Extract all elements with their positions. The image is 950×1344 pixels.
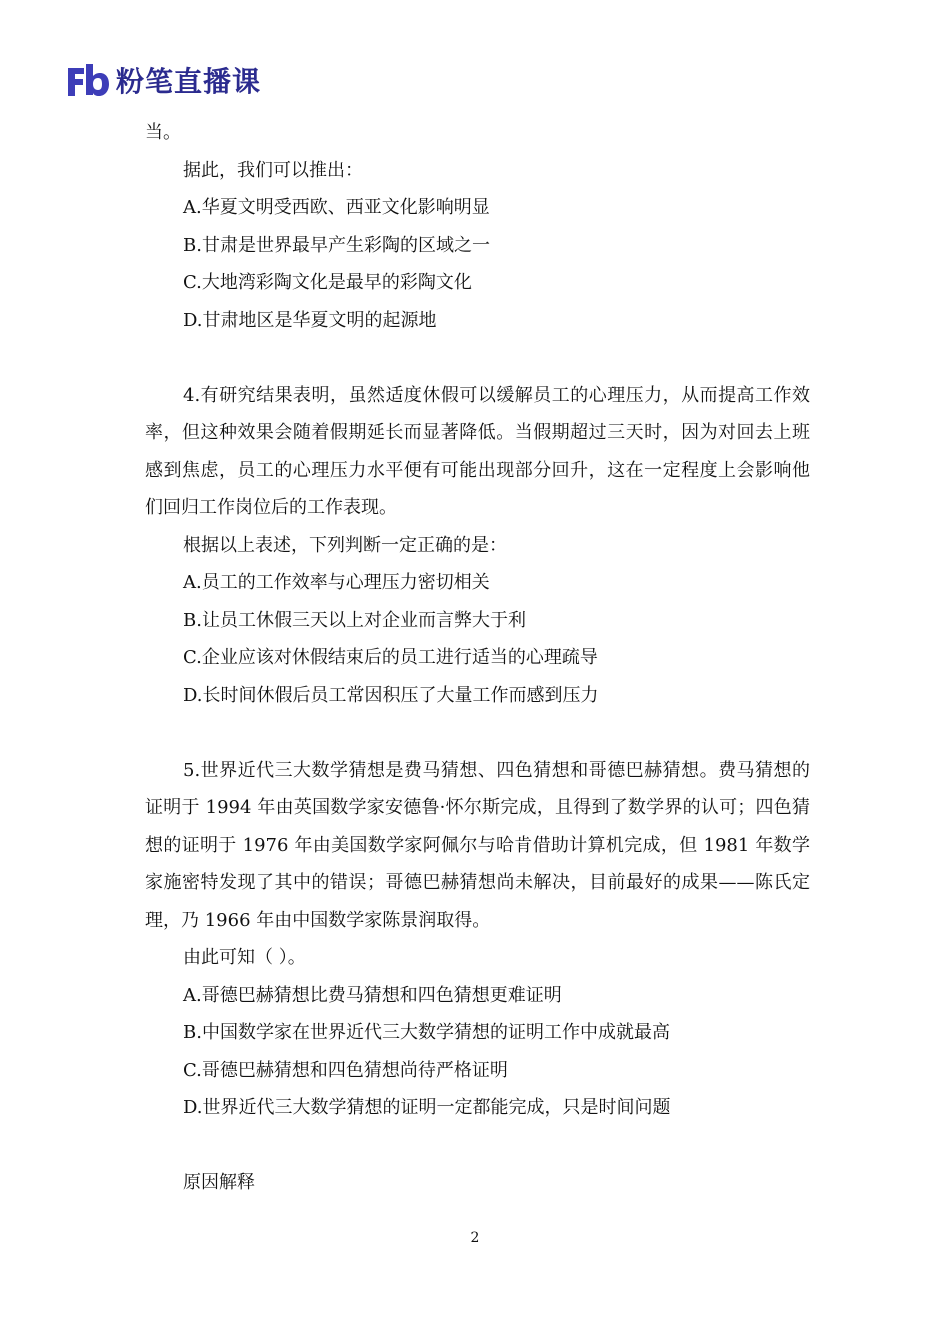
fb-logo-icon <box>66 60 110 100</box>
q3-option-d: D.甘肃地区是华夏文明的起源地 <box>183 309 437 331</box>
q4-stem: 4.有研究结果表明，虽然适度休假可以缓解员工的心理压力，从而提高工作效率，但这种效果会随着假期延长而显著降低。当假期超过三天时，因为对回去上班感到焦虑，员工的心理压力水平便有可能出现部分回升，这在一定程度上会影响他们回归工作岗位后的工作表现。 <box>145 384 810 518</box>
q3-stem-tail: 据此，我们可以推出： <box>183 159 363 181</box>
q4-option-c: C.企业应该对休假结束后的员工进行适当的心理疏导 <box>183 647 598 668</box>
spacer <box>145 1127 810 1165</box>
q4-option-b: B.让员工休假三天以上对企业而言弊大于利 <box>183 609 526 631</box>
q5-stem: 5.世界近代三大数学猜想是费马猜想、四色猜想和哥德巴赫猜想。费马猜想的证明于 1994 年由英国数学家安德鲁·怀尔斯完成，且得到了数学界的认可；四色猜想的证明于 1976 年由美国数学家阿佩尔与哈肯借助计算机完成，但 1981 年数学家施密特发现了其中的错误；哥德巴赫猜想尚未解决，目前最好的成果——陈氏定理，乃 1966 年由中国数学家陈景润取得。 <box>145 759 810 931</box>
q5-option-b: B.中国数学家在世界近代三大数学猜想的证明工作中成就最高 <box>183 1022 670 1043</box>
spacer <box>145 714 810 752</box>
q4-option-a: A.员工的工作效率与心理压力密切相关 <box>183 572 490 593</box>
q3-option-b: B.甘肃是世界最早产生彩陶的区域之一 <box>183 234 490 256</box>
q4-question: 根据以上表述，下列判断一定正确的是： <box>183 534 507 556</box>
brand-name: 粉笔直播课 <box>116 65 262 98</box>
section-heading: 原因解释 <box>183 1172 255 1193</box>
page-number: 2 <box>470 1230 480 1246</box>
q4-option-d: D.长时间休假后员工常因积压了大量工作而感到压力 <box>183 684 599 706</box>
spacer <box>145 339 810 377</box>
q3-option-a: A.华夏文明受西欧、西亚文化影响明显 <box>183 197 490 218</box>
brand-logo <box>66 60 261 100</box>
continuation-text: 当。 <box>145 122 181 143</box>
q3-option-c: C.大地湾彩陶文化是最早的彩陶文化 <box>183 272 472 293</box>
q5-option-a: A.哥德巴赫猜想比费马猜想和四色猜想更难证明 <box>183 984 562 1006</box>
document-body <box>145 114 810 1202</box>
q5-question: 由此可知（ ）。 <box>183 947 306 968</box>
q5-option-d: D.世界近代三大数学猜想的证明一定都能完成，只是时间问题 <box>183 1097 671 1118</box>
q5-option-c: C.哥德巴赫猜想和四色猜想尚待严格证明 <box>183 1059 508 1081</box>
